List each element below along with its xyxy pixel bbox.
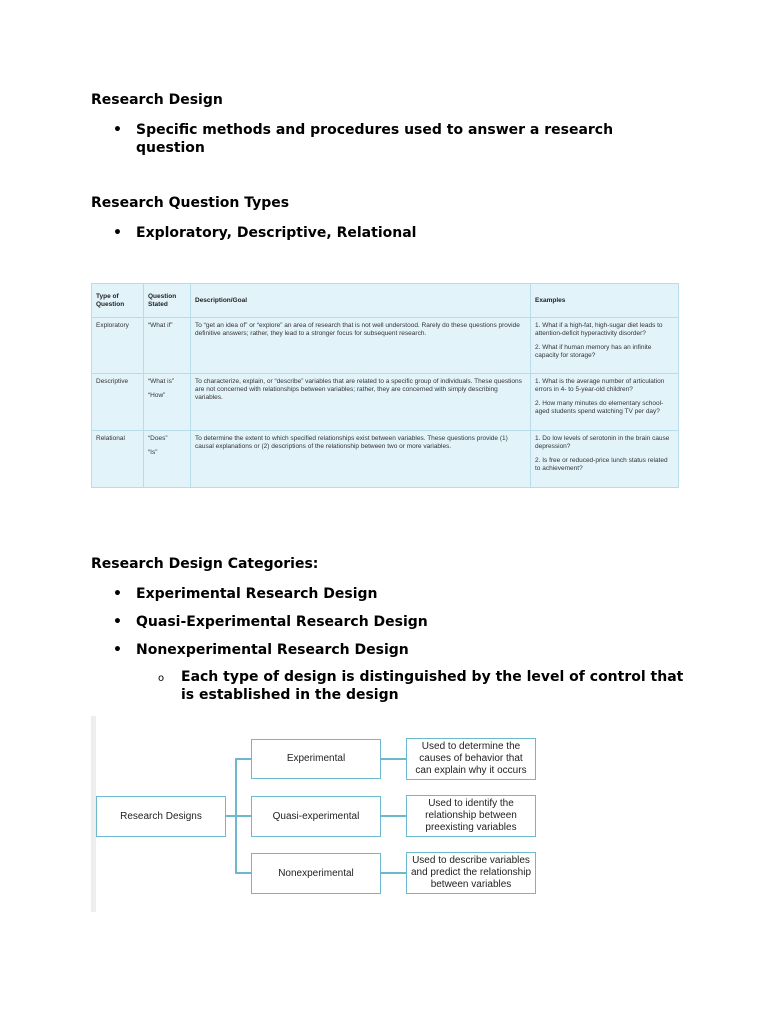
bullet-marker: • [113, 122, 122, 138]
diagram-description-box: Used to identify the relationship between preexisting variables [406, 795, 536, 837]
bullet-item [91, 121, 691, 161]
example-text: 2. Is free or reduced-price lunch status related to achievement? [535, 457, 668, 472]
stated-text: “What is” [148, 378, 174, 385]
connector-line [381, 815, 406, 817]
table-row [92, 318, 679, 374]
bullet-item [91, 641, 691, 661]
table-cell-stated [144, 374, 191, 431]
example-text: 1. Do low levels of serotonin in the brain cause depression? [535, 435, 670, 450]
stated-text: “What if” [148, 322, 173, 329]
table-cell-description: To determine the extent to which specified relationships exist between variables. These questions provide (1) causal explanations or (2) descriptions of the relationship between two or more variables. [191, 431, 531, 488]
heading-research-design-categories: Research Design Categories: [91, 556, 319, 572]
heading-research-design: Research Design [91, 92, 223, 108]
bullet-item [91, 585, 691, 605]
table-row [92, 431, 679, 488]
table-cell-type: Relational [92, 431, 144, 488]
bullet-marker: • [113, 614, 122, 630]
question-types-table [91, 283, 679, 488]
example-text: 1. What is the average number of articulation errors in 4- to 5-year-old children? [535, 378, 665, 393]
example-text: 2. What if human memory has an infinite capacity for storage? [535, 344, 652, 359]
table-cell-examples [531, 318, 679, 374]
sub-bullet-marker: o [158, 673, 165, 684]
sub-bullet-text: Each type of design is distinguished by the level of control that is established in the design [181, 669, 684, 703]
connector-line [381, 758, 406, 760]
table-header-cell: Description/Goal [191, 284, 531, 318]
connector-line [235, 872, 251, 874]
stated-text: “Does” [148, 435, 168, 442]
bullet-text: Nonexperimental Research Design [136, 642, 409, 658]
bullet-text: Quasi-Experimental Research Design [136, 614, 428, 630]
diagram-type-box: Quasi-experimental [251, 796, 381, 837]
bullet-item [91, 224, 691, 244]
diagram-type-box: Experimental [251, 739, 381, 779]
table-cell-stated [144, 431, 191, 488]
stated-text: “Is” [148, 449, 158, 456]
table-cell-description: To “get an idea of” or “explore” an area of research that is not well understood. Rarely do these questions provide definitive answers; rather, they lead to a stronger focus for subsequent research. [191, 318, 531, 374]
table-cell-stated [144, 318, 191, 374]
table-cell-examples [531, 431, 679, 488]
bullet-text: Experimental Research Design [136, 586, 378, 602]
table-header-row [92, 284, 679, 318]
bullet-text: Specific methods and procedures used to answer a research question [136, 122, 614, 156]
table-header-cell: Question Stated [144, 284, 191, 318]
image-edge [91, 716, 96, 912]
table-header-cell: Examples [531, 284, 679, 318]
research-designs-diagram [91, 716, 551, 912]
example-text: 2. How many minutes do elementary school-aged students spend watching TV per day? [535, 400, 664, 415]
connector-line [381, 872, 406, 874]
table-cell-examples [531, 374, 679, 431]
bullet-text: Exploratory, Descriptive, Relational [136, 225, 417, 241]
table-cell-description: To characterize, explain, or “describe” variables that are related to a specific group of individuals. These questions are not concerned with relationships between variables; rather, they are concerned with simply describing variables. [191, 374, 531, 431]
stated-text: “How” [148, 392, 166, 399]
diagram-description-box: Used to describe variables and predict the relationship between variables [406, 852, 536, 894]
bullet-marker: • [113, 586, 122, 602]
bullet-item [91, 613, 691, 633]
connector-line [235, 815, 251, 817]
heading-research-question-types: Research Question Types [91, 195, 290, 211]
diagram-root-box: Research Designs [96, 796, 226, 837]
diagram-type-box: Nonexperimental [251, 853, 381, 894]
table-cell-type: Exploratory [92, 318, 144, 374]
diagram-description-box: Used to determine the causes of behavior that can explain why it occurs [406, 738, 536, 780]
table-cell-type: Descriptive [92, 374, 144, 431]
bullet-marker: • [113, 642, 122, 658]
sub-bullet-item [91, 668, 691, 708]
example-text: 1. What if a high-fat, high-sugar diet leads to attention-deficit hyperactivity disorder? [535, 322, 663, 337]
table-header-cell: Type of Question [92, 284, 144, 318]
table-row [92, 374, 679, 431]
connector-line [235, 758, 251, 760]
bullet-marker: • [113, 225, 122, 241]
